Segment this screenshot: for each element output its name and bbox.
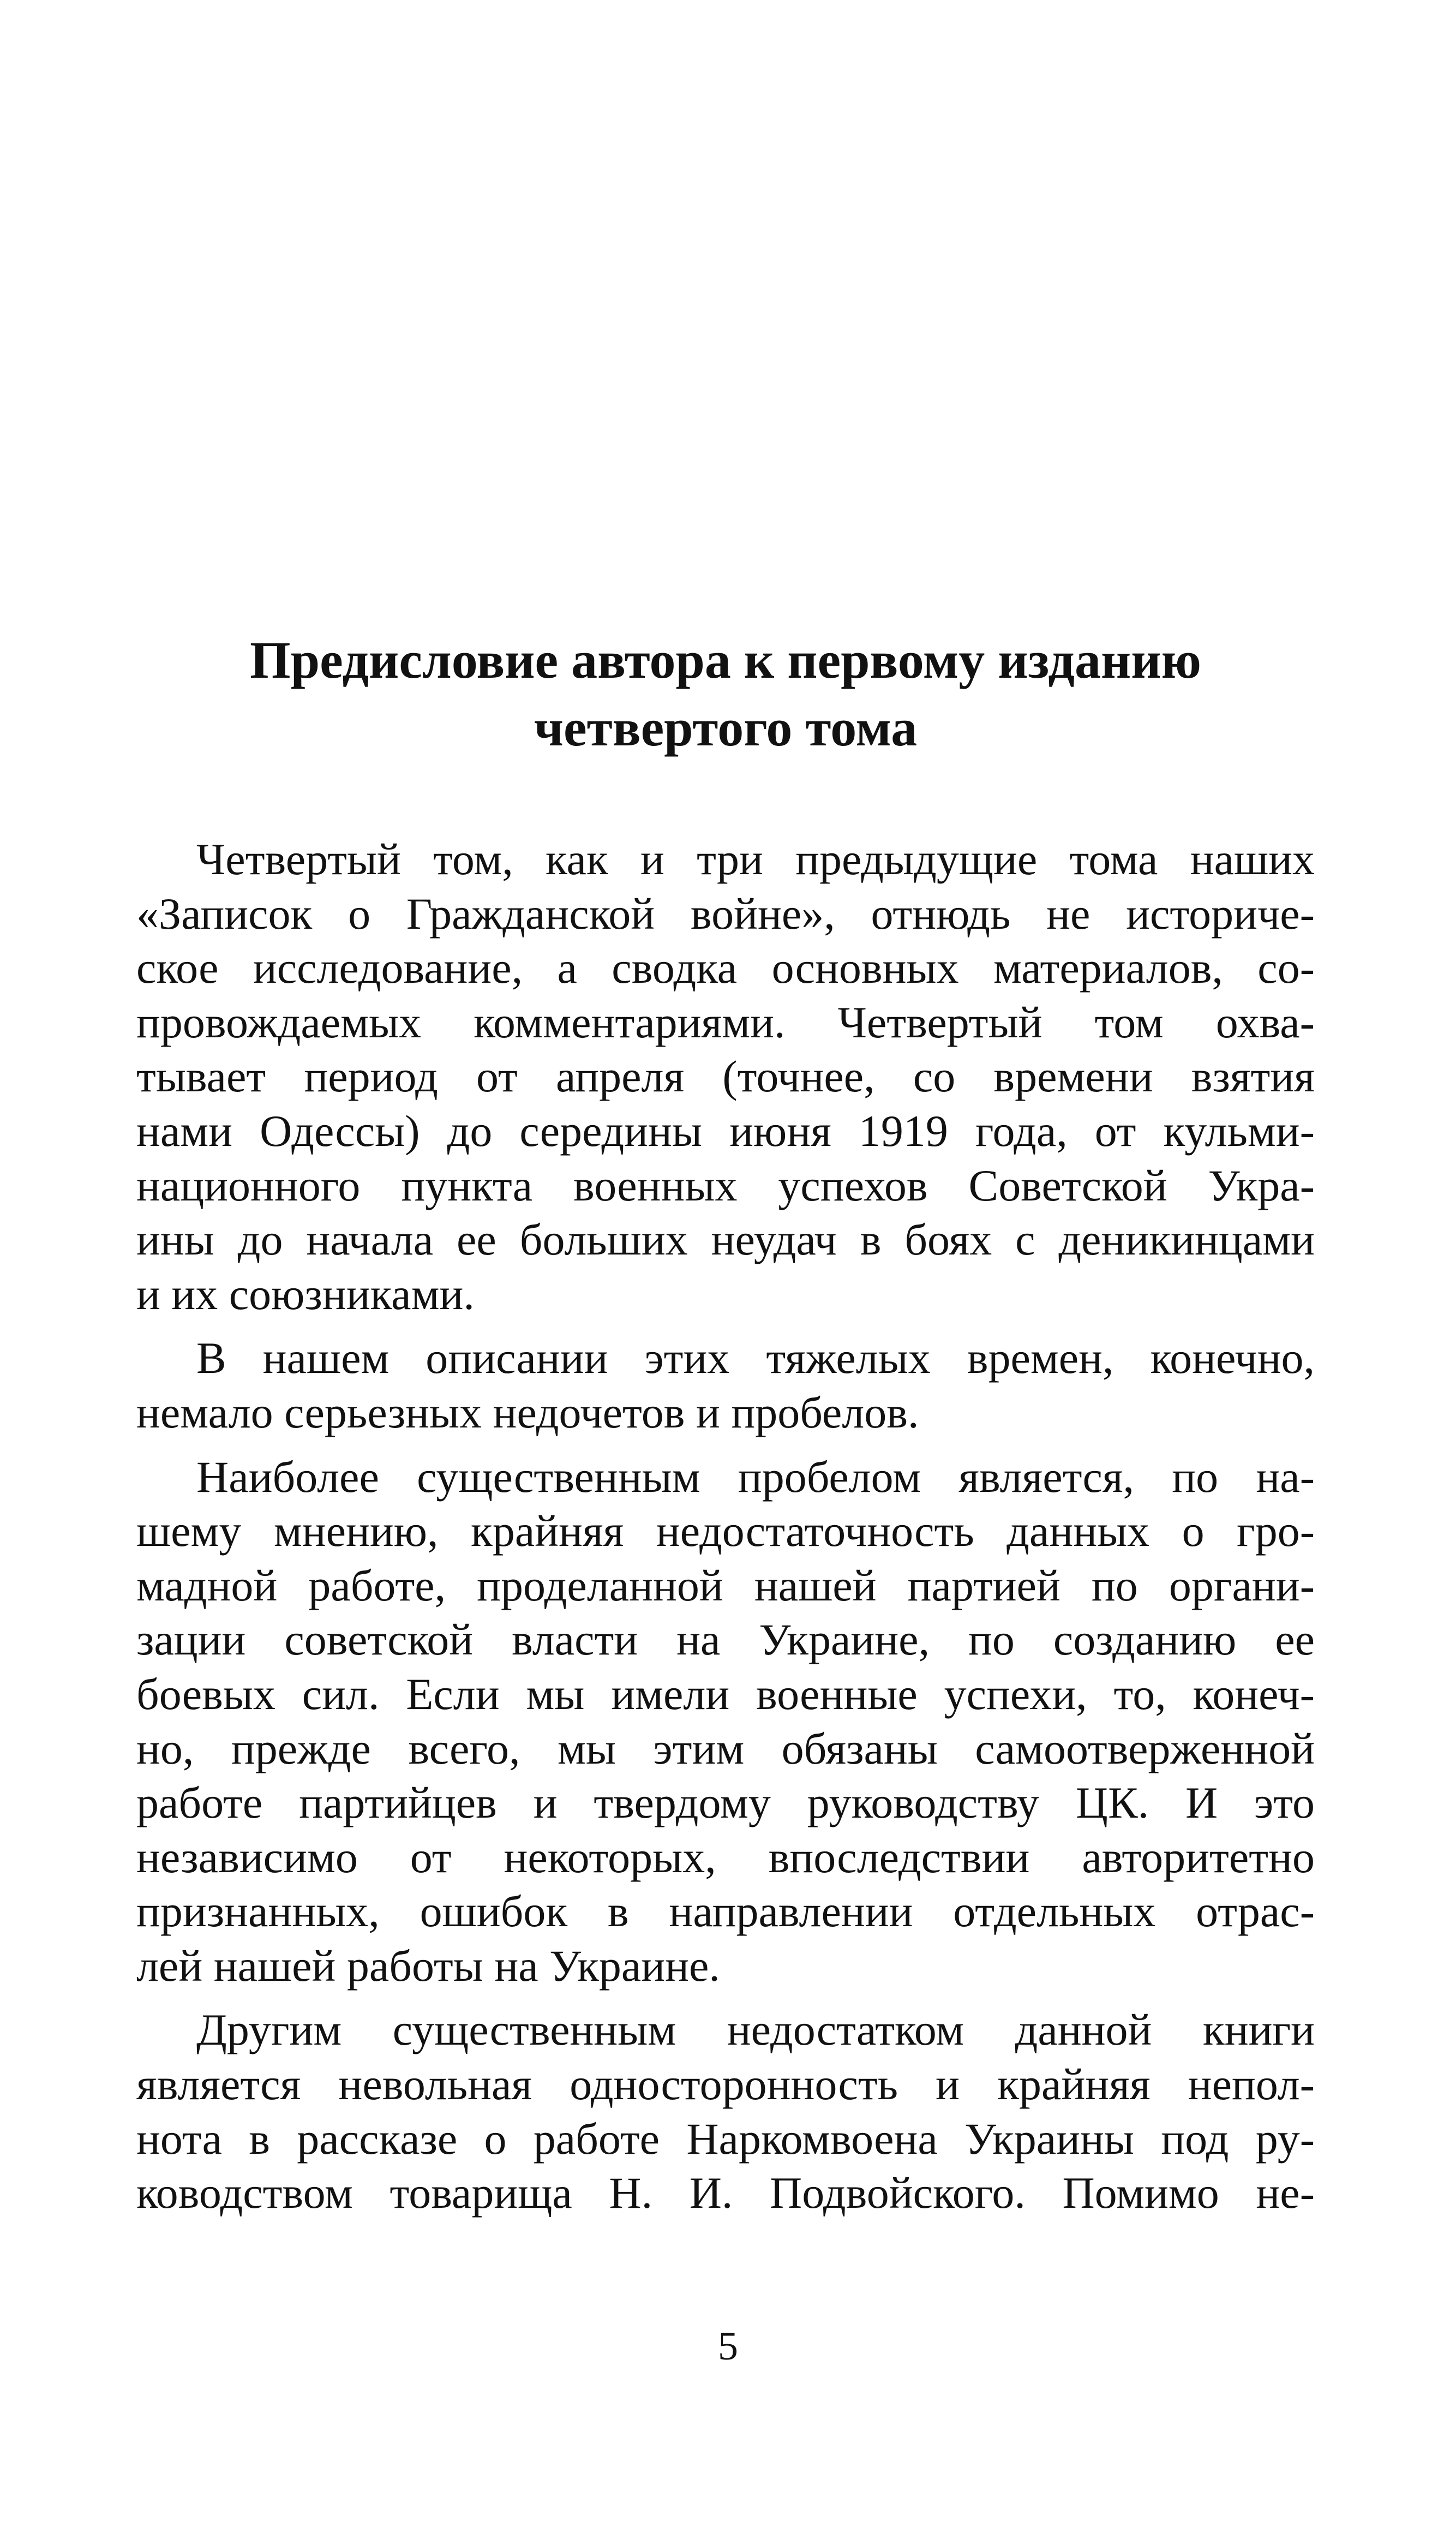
text-line: признанных, ошибок в направлении отдельных отрас- — [136, 1886, 1315, 1937]
text-line: зации советской власти на Украине, по созданию ее — [136, 1615, 1315, 1665]
text-line: независимо от некоторых, впоследствии авторитетно — [136, 1832, 1315, 1882]
paragraph-1 — [136, 832, 1315, 1321]
text-line: провождаемых комментариями. Четвертый том охва- — [136, 997, 1315, 1047]
text-line: и их союзниками. — [136, 1269, 475, 1319]
text-line: нота в рассказе о работе Наркомвоена Украины под ру- — [136, 2113, 1315, 2164]
paragraph-3 — [136, 1450, 1315, 1993]
text-line: но, прежде всего, мы этим обязаны самоотверженной — [136, 1723, 1315, 1773]
text-line: работе партийцев и твердому руководству ЦК. И это — [136, 1778, 1315, 1828]
paragraph-4 — [136, 2003, 1315, 2220]
text-line: «Записок о Гражданской войне», отнюдь не историче- — [136, 888, 1315, 939]
text-line: Другим существенным недостатком данной книги — [196, 2005, 1315, 2055]
chapter-heading — [218, 626, 1233, 762]
text-line: ское исследование, а сводка основных материалов, со- — [136, 943, 1315, 993]
page-number: 5 — [718, 2324, 738, 2369]
text-line: ины до начала ее больших неудач в боях с деникинцами — [136, 1215, 1315, 1265]
text-line: боевых сил. Если мы имели военные успехи, то, конеч- — [136, 1669, 1315, 1719]
heading-line-1: Предисловие автора к первому изданию — [250, 631, 1201, 689]
text-line: лей нашей работы на Украине. — [136, 1940, 720, 1991]
body-text — [136, 832, 1315, 2230]
text-line: ководством товарища Н. И. Подвойского. Помимо не- — [136, 2168, 1315, 2218]
text-line: мадной работе, проделанной нашей партией по органи- — [136, 1560, 1315, 1610]
text-line: тывает период от апреля (точнее, со времени взятия — [136, 1052, 1315, 1102]
text-line: немало серьезных недочетов и пробелов. — [136, 1387, 919, 1437]
text-line: шему мнению, крайняя недостаточность данных о гро- — [136, 1506, 1315, 1556]
text-line: национного пункта военных успехов Советской Укра- — [136, 1160, 1315, 1210]
text-line: Наиболее существенным пробелом является, по на- — [196, 1451, 1315, 1502]
text-line: В нашем описании этих тяжелых времен, конечно, — [196, 1333, 1315, 1383]
text-line: Четвертый том, как и три предыдущие тома наших — [196, 834, 1315, 884]
text-line: является невольная односторонность и крайняя непол- — [136, 2059, 1315, 2110]
heading-line-2: четвертого тома — [534, 698, 918, 757]
paragraph-2 — [136, 1331, 1315, 1439]
text-line: нами Одессы) до середины июня 1919 года, от кульми- — [136, 1106, 1315, 1156]
